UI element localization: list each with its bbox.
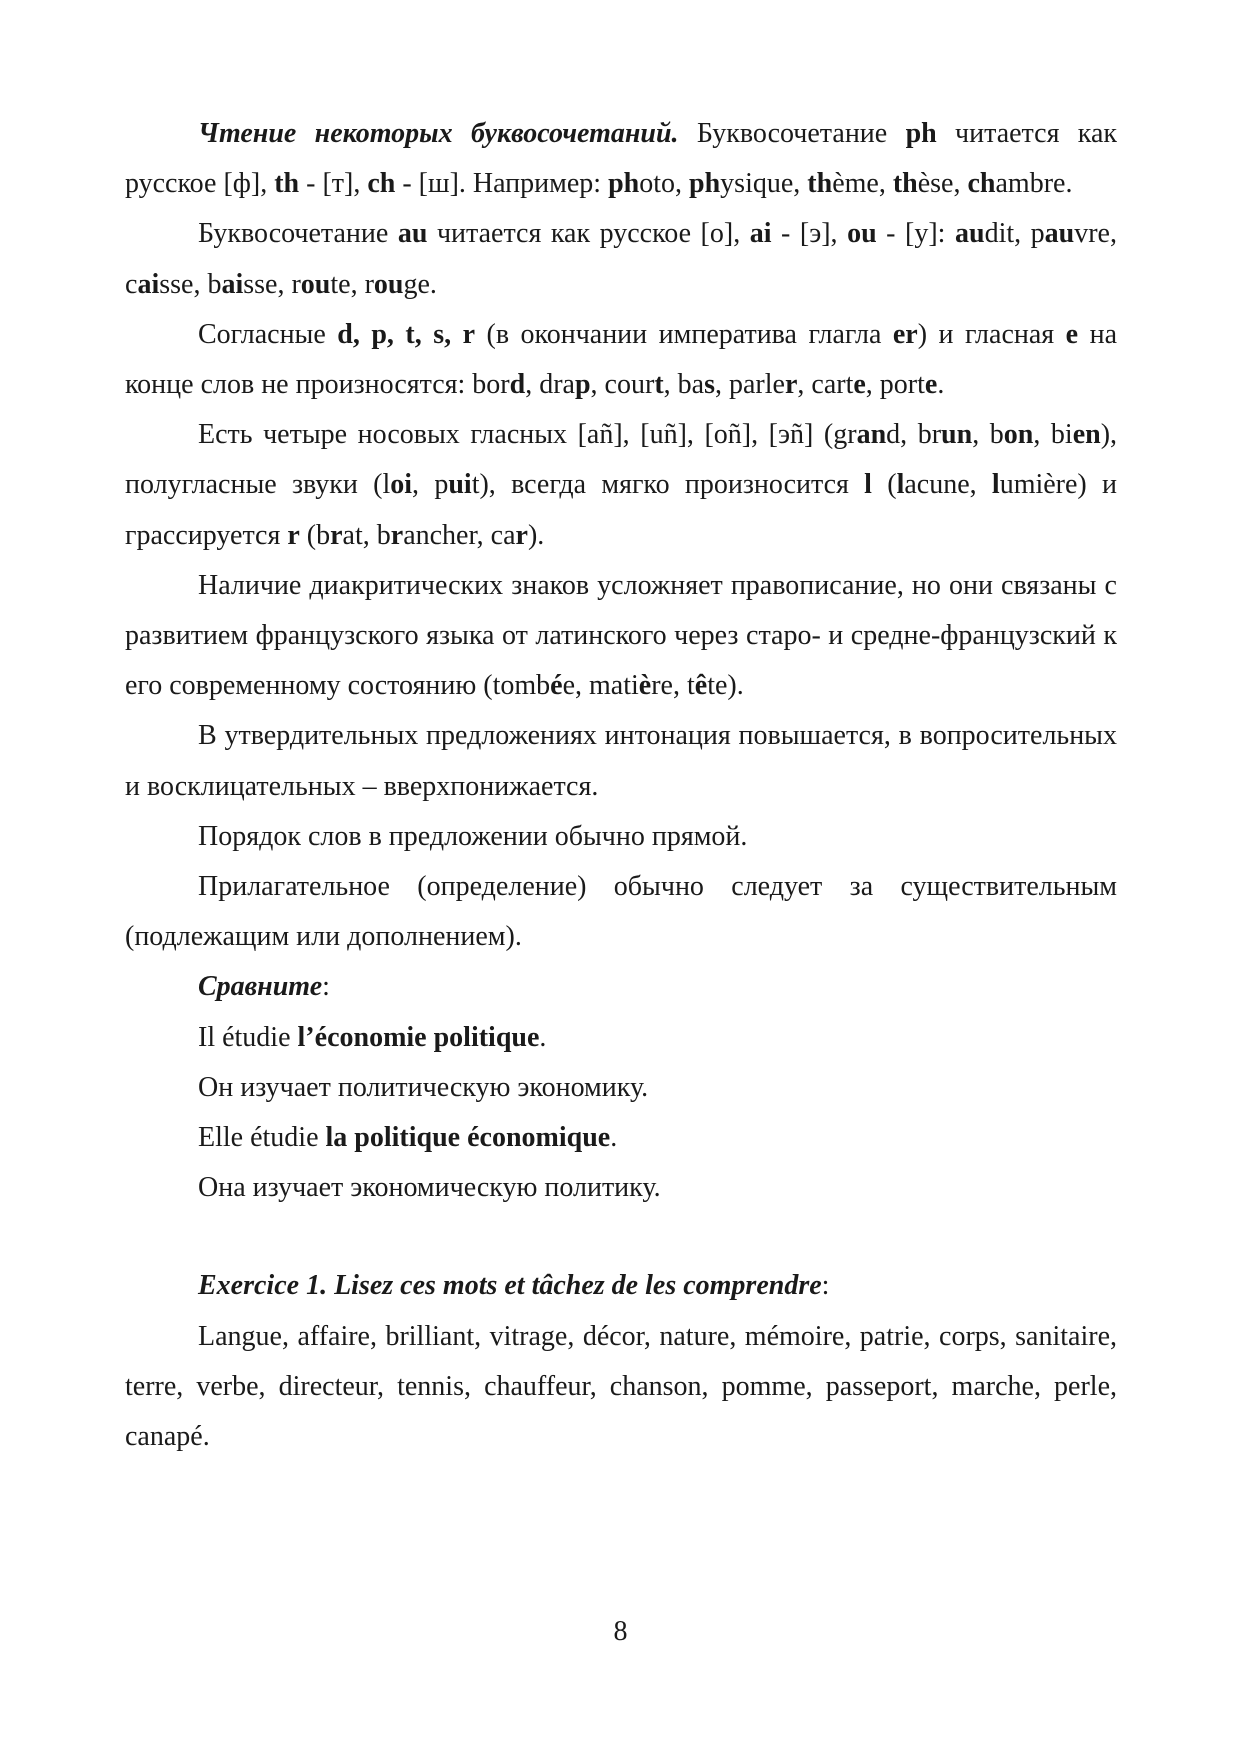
text-run: , cour [590, 369, 655, 401]
emphasis-text: la politique économique [325, 1122, 611, 1154]
emphasis-text: r [515, 519, 528, 551]
text-run: - [у]: [876, 218, 955, 250]
emphasis-text: ph [608, 168, 640, 200]
word-order-paragraph [125, 812, 1117, 862]
text-run: Langue, affaire, brilliant, vitrage, décor, nature, mémoire, patrie, corps, sanitaire, terre, verbe, directeur, tennis, chauffeur, chanson, pomme, passeport, marche, perle, canapé. [125, 1320, 1117, 1453]
emphasis-text: th [274, 168, 300, 200]
text-run: te). [707, 670, 744, 702]
text-run: , dra [525, 369, 575, 401]
emphasis-text: Exercice 1. Lisez ces mots et tâchez de les comprendre [198, 1270, 822, 1302]
emphasis-text: d [509, 369, 526, 401]
example-russian-1 [125, 1063, 1117, 1113]
text-run: vre, c [125, 218, 1117, 300]
text-run: sse, b [159, 268, 222, 300]
text-run: ambre. [995, 168, 1073, 200]
text-run: e, mati [562, 670, 639, 702]
emphasis-text: l [896, 469, 905, 501]
emphasis-text: un [941, 419, 973, 451]
text-run: Буквосочетание [678, 118, 906, 149]
emphasis-text: r [330, 519, 343, 551]
text-run: d, br [886, 419, 942, 451]
vowel-combinations-paragraph [125, 209, 1117, 309]
emphasis-text: ou [373, 268, 404, 300]
text-run: : [322, 971, 330, 1003]
text-run: , ba [663, 369, 705, 401]
text-run: читается как русское [ф], [125, 118, 1117, 200]
emphasis-text: d, p, t, s, r [337, 318, 476, 350]
emphasis-text: au [397, 218, 428, 250]
text-run: Есть четыре носовых гласных [аñ], [uñ], [оñ], [эñ] (gr [198, 419, 857, 451]
emphasis-text: r [287, 519, 300, 551]
emphasis-text: ou [847, 218, 877, 250]
text-run: èse, [917, 168, 968, 200]
text-run: t), всегда мягко произносится [471, 469, 865, 501]
emphasis-text: s [704, 369, 715, 401]
emphasis-text: e [924, 369, 938, 401]
example-french-2 [125, 1113, 1117, 1163]
compare-heading [125, 962, 1117, 1012]
text-run: sse, r [243, 268, 301, 300]
text-run: В утвердительных предложениях интонация повышается, в вопросительных и восклицательных – вверхпонижается. [125, 720, 1117, 802]
text-run: , bi [1033, 419, 1073, 451]
emphasis-text: e [853, 369, 866, 401]
text-run: : [821, 1270, 830, 1302]
text-run: Порядок слов в предложении обычно прямой. [198, 820, 748, 852]
text-run: Наличие диакритических знаков усложняет правописание, но они связаны с развитием французского языка от латинского через старо- и средне-французский к его современному состоянию (tomb [125, 569, 1117, 702]
example-russian-2 [125, 1163, 1117, 1213]
emphasis-text: r [784, 369, 798, 401]
emphasis-text: an [856, 419, 887, 451]
emphasis-text: l [864, 469, 872, 501]
text-run: (b [299, 519, 331, 551]
exercise-1-words [125, 1312, 1117, 1463]
text-run: ge. [403, 268, 437, 300]
emphasis-text: er [892, 318, 918, 350]
text-run: oto, [639, 168, 690, 200]
text-run: dit, p [984, 218, 1045, 250]
text-run: Il étudie [198, 1021, 298, 1053]
emphasis-text: ou [300, 268, 331, 300]
emphasis-text: ui [448, 469, 472, 501]
text-run: Elle étudie [198, 1122, 326, 1154]
emphasis-text: p [574, 369, 591, 401]
text-run: Она изучает экономическую политику. [198, 1172, 661, 1204]
emphasis-text: t [654, 369, 664, 401]
text-run: Буквосочетание [198, 218, 398, 250]
emphasis-text: ch [967, 168, 996, 200]
text-run: ). [527, 519, 545, 551]
emphasis-text: l [991, 469, 1000, 501]
section-spacer [125, 1213, 1117, 1261]
text-run: re, t [651, 670, 695, 702]
emphasis-text: l’économie politique [297, 1021, 540, 1053]
emphasis-text: th [807, 168, 833, 200]
text-run: . [610, 1122, 618, 1154]
emphasis-text: oi [390, 469, 413, 501]
text-run: , p [412, 469, 449, 501]
emphasis-text: ê [694, 670, 708, 702]
text-run: - [ш]. Например: [395, 168, 609, 200]
silent-consonants-paragraph [125, 310, 1117, 410]
text-run: acune, [904, 469, 992, 501]
emphasis-text: è [638, 670, 652, 702]
diacritics-paragraph [125, 561, 1117, 712]
text-run: - [э], [771, 218, 848, 250]
text-run: , cart [797, 369, 854, 401]
text-run: Он изучает политическую экономику. [198, 1071, 649, 1103]
emphasis-text: au [1044, 218, 1075, 250]
text-run: umière) и грассируется [125, 469, 1118, 551]
text-run: ysique, [720, 168, 808, 200]
text-run: , parle [714, 369, 785, 401]
emphasis-text: ai [137, 268, 160, 300]
emphasis-text: en [1072, 419, 1101, 451]
exercise-1-heading [125, 1261, 1117, 1311]
emphasis-text: ch [367, 168, 396, 200]
emphasis-text: au [954, 218, 985, 250]
text-run: на конце слов не произносятся: bor [125, 318, 1118, 401]
text-run: , b [972, 419, 1004, 451]
nasal-vowels-paragraph [125, 410, 1117, 561]
text-run: . [539, 1021, 547, 1053]
emphasis-text: r [390, 519, 404, 551]
text-run: читается как русское [о], [427, 218, 750, 250]
emphasis-text: e [1065, 318, 1079, 350]
text-run: ème, [832, 168, 893, 200]
text-run: Прилагательное (определение) обычно следует за существительным (подлежащим или дополнением). [125, 871, 1117, 953]
adjective-paragraph [125, 862, 1117, 962]
example-french-1 [125, 1013, 1117, 1063]
emphasis-text: on [1003, 419, 1034, 451]
text-run: - [т], [299, 168, 368, 200]
emphasis-text: Чтение некоторых буквосочетаний. [198, 118, 679, 149]
text-run: at, b [342, 519, 391, 551]
text-run: ( [871, 469, 897, 501]
document-page [125, 109, 1117, 1462]
page-number: 8 [613, 1616, 628, 1647]
text-run: ancher, ca [403, 519, 516, 551]
text-run: ), полугласные звуки (l [125, 419, 1118, 501]
text-run: . [937, 369, 945, 401]
text-run: , port [865, 369, 925, 401]
emphasis-text: Сравните [198, 971, 323, 1003]
emphasis-text: ai [221, 268, 244, 300]
emphasis-text: ai [749, 218, 772, 250]
intonation-paragraph [125, 711, 1117, 811]
text-run: Согласные [198, 318, 338, 350]
emphasis-text: ph [689, 168, 721, 200]
emphasis-text: ph [905, 118, 937, 149]
text-run: ) и гласная [917, 318, 1066, 350]
emphasis-text: th [892, 168, 918, 200]
text-run: (в окончании императива глагла [475, 318, 893, 350]
emphasis-text: é [550, 670, 563, 702]
digraphs-paragraph [125, 109, 1117, 209]
text-run: te, r [330, 268, 374, 300]
